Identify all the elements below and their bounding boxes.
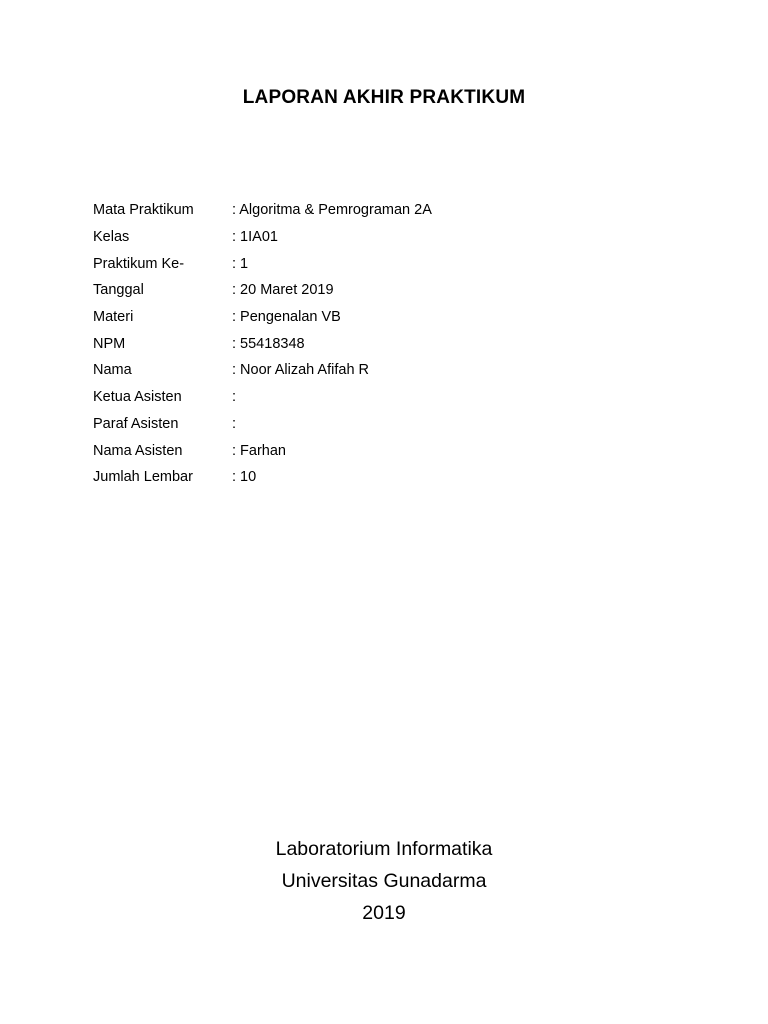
field-value: : 1IA01 bbox=[232, 229, 278, 246]
field-label: Mata Praktikum bbox=[93, 202, 194, 219]
field-row-jumlah-lembar bbox=[93, 464, 632, 491]
field-row-nama-asisten bbox=[93, 437, 632, 464]
field-value: : 1 bbox=[232, 255, 249, 272]
field-label: Nama bbox=[93, 362, 132, 379]
field-label: Praktikum Ke- bbox=[93, 255, 185, 272]
info-table bbox=[93, 197, 632, 491]
field-value: : 10 bbox=[232, 469, 257, 486]
field-value: : bbox=[232, 389, 237, 406]
footer-university-name: Universitas Gunadarma bbox=[281, 870, 487, 892]
footer-block bbox=[0, 833, 768, 929]
field-row-nama bbox=[93, 357, 632, 384]
field-row-tanggal bbox=[93, 277, 632, 304]
field-value: : bbox=[232, 415, 237, 432]
field-label: Paraf Asisten bbox=[93, 415, 179, 432]
field-row-materi bbox=[93, 304, 632, 331]
field-value: : 20 Maret 2019 bbox=[232, 282, 334, 299]
field-row-mata-praktikum bbox=[93, 197, 632, 224]
field-value: : 55418348 bbox=[232, 335, 305, 352]
field-value: : Farhan bbox=[232, 442, 286, 459]
field-value: : Pengenalan VB bbox=[232, 309, 341, 326]
field-row-paraf-asisten bbox=[93, 411, 632, 438]
field-label: NPM bbox=[93, 335, 126, 352]
field-label: Jumlah Lembar bbox=[93, 469, 193, 486]
field-value: : Noor Alizah Afifah R bbox=[232, 362, 370, 379]
field-label: Nama Asisten bbox=[93, 442, 183, 459]
field-value: : Algoritma & Pemrograman 2A bbox=[232, 202, 432, 219]
field-row-kelas bbox=[93, 224, 632, 251]
field-row-ketua-asisten bbox=[93, 384, 632, 411]
field-label: Tanggal bbox=[93, 282, 144, 299]
field-label: Materi bbox=[93, 309, 134, 326]
field-label: Ketua Asisten bbox=[93, 389, 182, 406]
page-title: LAPORAN AKHIR PRAKTIKUM bbox=[242, 87, 526, 108]
field-label: Kelas bbox=[93, 229, 130, 246]
footer-year: 2019 bbox=[362, 902, 406, 924]
field-row-praktikum-ke bbox=[93, 250, 632, 277]
footer-lab-name: Laboratorium Informatika bbox=[275, 838, 493, 860]
field-row-npm bbox=[93, 330, 632, 357]
